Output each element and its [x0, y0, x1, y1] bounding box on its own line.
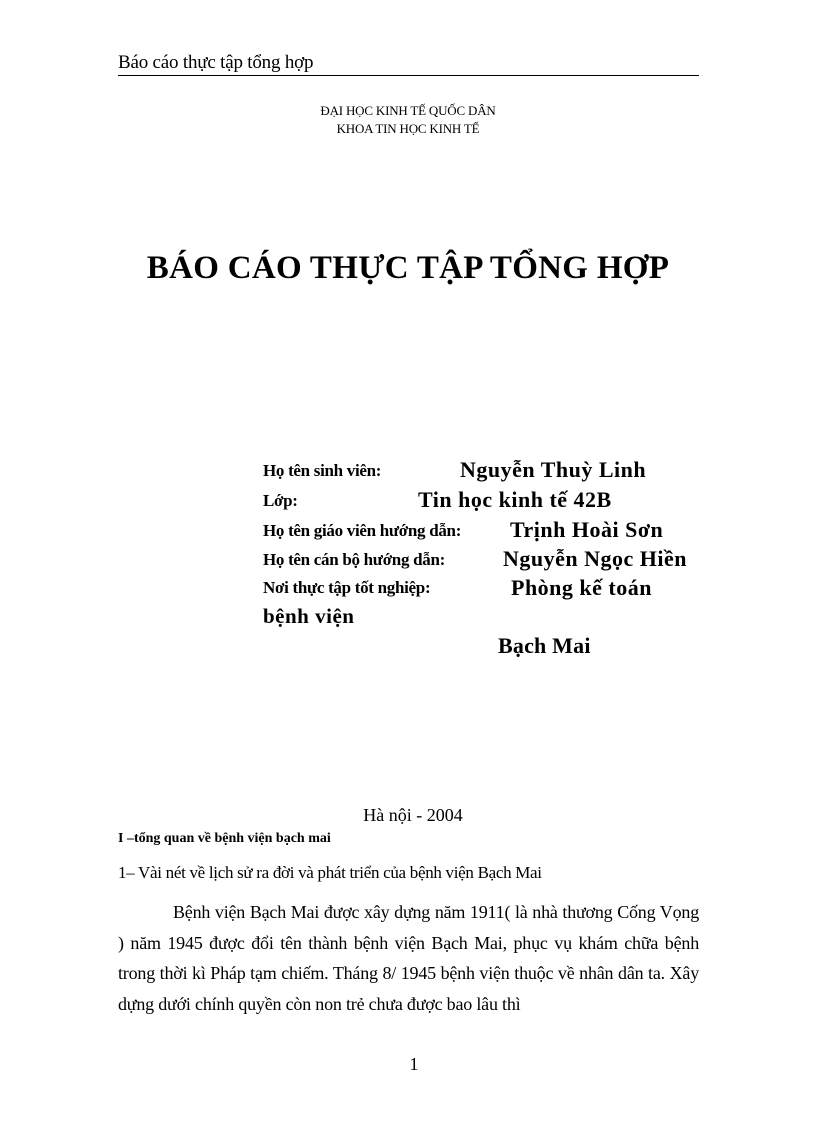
- header-rule: [118, 75, 699, 76]
- subsection-heading: 1– Vài nét về lịch sử ra đời và phát triển của bệnh viện Bạch Mai: [118, 863, 542, 882]
- running-header: Báo cáo thực tập tổng hợp: [118, 52, 314, 73]
- internship-label: Nơi thực tập tốt nghiệp:: [263, 578, 431, 597]
- advisor-value: Trịnh Hoài Sơn: [510, 517, 664, 542]
- body-paragraph: Bệnh viện Bạch Mai được xây dựng năm 1911( là nhà thương Cống Vọng ) năm 1945 được đổi tên thành bệnh viện Bạch Mai, phục vụ khám chữa bệnh trong thời kì Pháp tạm chiếm. Tháng 8/ 1945 bệnh viện thuộc về nhân dân ta. Xây dựng dưới chính quyền còn non trẻ chưa được bao lâu thì: [118, 902, 699, 1014]
- student-name-value: Nguyễn Thuỳ Linh: [460, 457, 647, 482]
- internship-value-line1: Phòng kế toán: [511, 575, 652, 600]
- internship-value-line3: Bạch Mai: [498, 633, 591, 658]
- supervisor-value: Nguyễn Ngọc Hiền: [503, 546, 687, 571]
- report-title: BÁO CÁO THỰC TẬP TỔNG HỢP: [146, 250, 670, 286]
- advisor-label: Họ tên giáo viên hướng dẫn:: [263, 521, 462, 540]
- section-heading: I –tổng quan về bệnh viện bạch mai: [118, 831, 331, 846]
- class-label: Lớp:: [263, 491, 298, 510]
- faculty-name: KHOA TIN HỌC KINH TẾ: [336, 121, 480, 136]
- student-name-label: Họ tên sinh viên:: [263, 461, 382, 480]
- place-date: Hà nội - 2004: [363, 805, 463, 825]
- supervisor-label: Họ tên cán bộ hướng dẫn:: [263, 550, 445, 569]
- page-number: 1: [409, 1054, 419, 1074]
- internship-value-line2: bệnh viện: [263, 604, 355, 628]
- class-value: Tin học kinh tế 42B: [418, 487, 612, 512]
- university-name: ĐẠI HỌC KINH TẾ QUỐC DÂN: [320, 103, 496, 118]
